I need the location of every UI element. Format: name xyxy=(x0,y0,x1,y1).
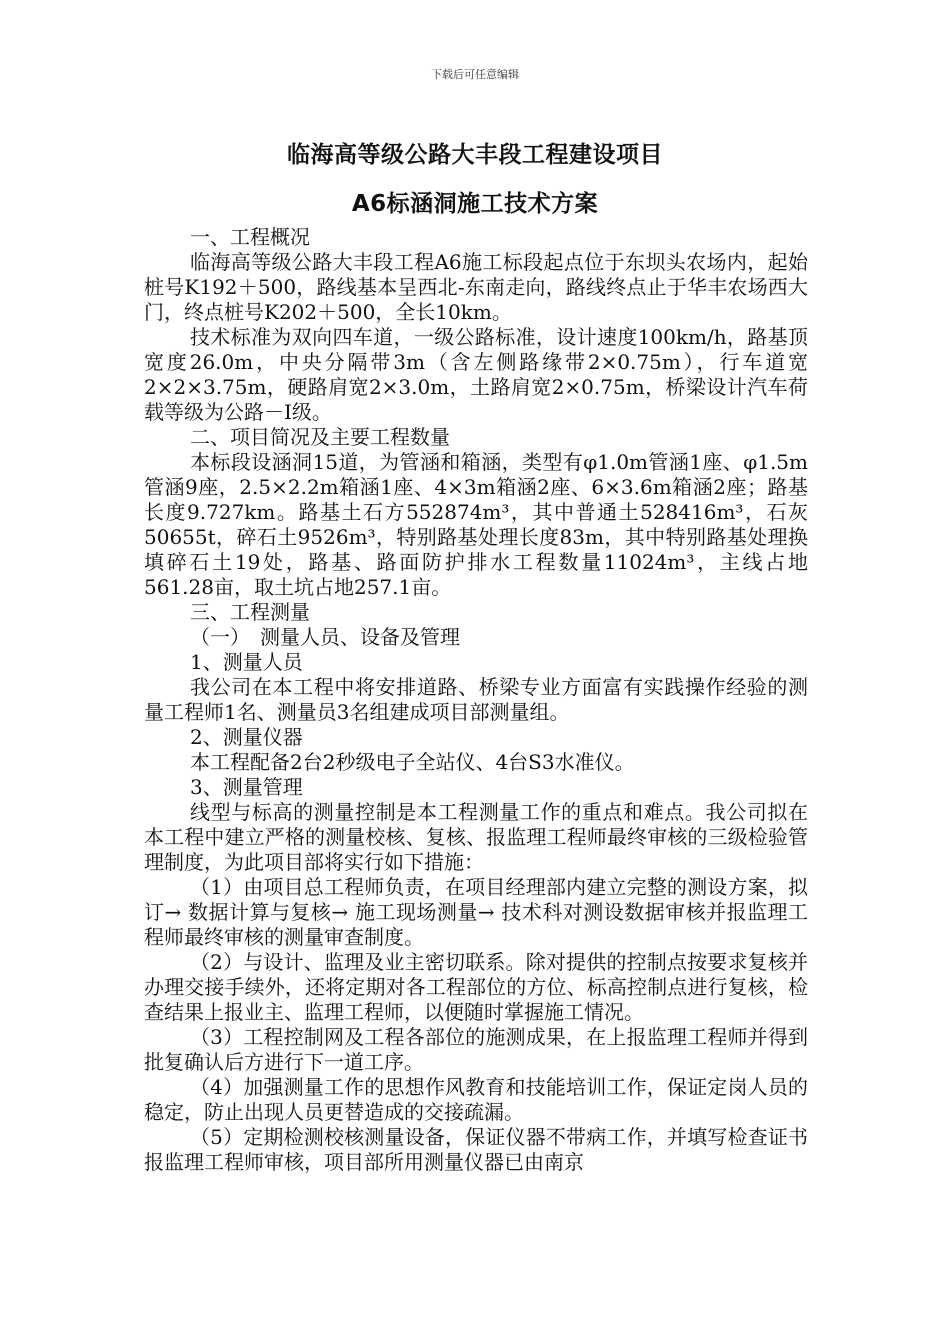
section-heading-survey: 三、工程测量 xyxy=(190,600,310,624)
document-body xyxy=(144,225,808,1175)
paragraph-personnel: 我公司在本工程中将安排道路、桥梁专业方面富有实践操作经验的测量工程师1名、测量员3名组建成项目部测量组。 xyxy=(144,675,808,724)
paragraph-technical-standard: 技术标准为双向四车道，一级公路标准，设计速度100km/h，路基顶宽度26.0m，中央分隔带3m（含左侧路缘带2×0.75m），行车道宽2×2×3.75m，硬路肩宽2×3.0m，土路肩宽2×0.75m，桥梁设计汽车荷载等级为公路－Ⅰ级。 xyxy=(144,325,808,424)
subsection-heading-survey-personnel: （一） 测量人员、设备及管理 xyxy=(190,625,460,649)
item-heading-management: 3、测量管理 xyxy=(190,775,303,799)
document-subtitle: A6标涵洞施工技术方案 xyxy=(351,191,599,217)
item-heading-instruments: 2、测量仪器 xyxy=(190,725,303,749)
header-note: 下载后可任意编辑 xyxy=(431,68,519,81)
measure-item-5: （5）定期检测校核测量设备，保证仪器不带病工作，并填写检查证书报监理工程师审核，项目部所用测量仪器已由南京 xyxy=(144,1125,808,1174)
paragraph-overview-location: 临海高等级公路大丰段工程A6施工标段起点位于东坝头农场内，起始桩号K192＋500，路线基本呈西北-东南走向，路线终点止于华丰农场西大门，终点桩号K202＋500，全长10km。 xyxy=(144,250,808,324)
measure-item-3: （3）工程控制网及工程各部位的施测成果，在上报监理工程师并得到批复确认后方进行下一道工序。 xyxy=(144,1025,808,1074)
section-heading-quantities: 二、项目简况及主要工程数量 xyxy=(190,425,450,449)
measure-item-1: （1）由项目总工程师负责，在项目经理部内建立完整的测设方案，拟订→ 数据计算与复核→ 施工现场测量→ 技术科对测设数据审核并报监理工程师最终审核的测量审查制度。 xyxy=(144,875,808,949)
paragraph-quantities: 本标段设涵洞15道，为管涵和箱涵，类型有φ1.0m管涵1座、φ1.5m管涵9座，2.5×2.2m箱涵1座、4×3m箱涵2座、6×3.6m箱涵2座；路基长度9.727km。路基土石方552874m³，其中普通土528416m³，石灰50655t，碎石土9526m³，特别路基处理长度83m，其中特别路基处理换填碎石土19处，路基、路面防护排水工程数量11024m³，主线占地561.28亩，取土坑占地257.1亩。 xyxy=(144,450,808,599)
paragraph-management: 线型与标高的测量控制是本工程测量工作的重点和难点。我公司拟在本工程中建立严格的测量校核、复核、报监理工程师最终审核的三级检验管理制度，为此项目部将实行如下措施： xyxy=(144,800,808,874)
paragraph-instruments: 本工程配备2台2秒级电子全站仪、4台S3水准仪。 xyxy=(190,750,635,774)
document-title: 临海高等级公路大丰段工程建设项目 xyxy=(287,142,663,168)
measure-item-4: （4）加强测量工作的思想作风教育和技能培训工作，保证定岗人员的稳定，防止出现人员更替造成的交接疏漏。 xyxy=(144,1075,808,1124)
measure-item-2: （2）与设计、监理及业主密切联系。除对提供的控制点按要求复核并办理交接手续外，还将定期对各工程部位的方位、标高控制点进行复核，检查结果上报业主、监理工程师，以便随时掌握施工情况。 xyxy=(144,950,808,1024)
section-heading-overview: 一、工程概况 xyxy=(190,225,310,249)
item-heading-personnel: 1、测量人员 xyxy=(190,650,303,674)
